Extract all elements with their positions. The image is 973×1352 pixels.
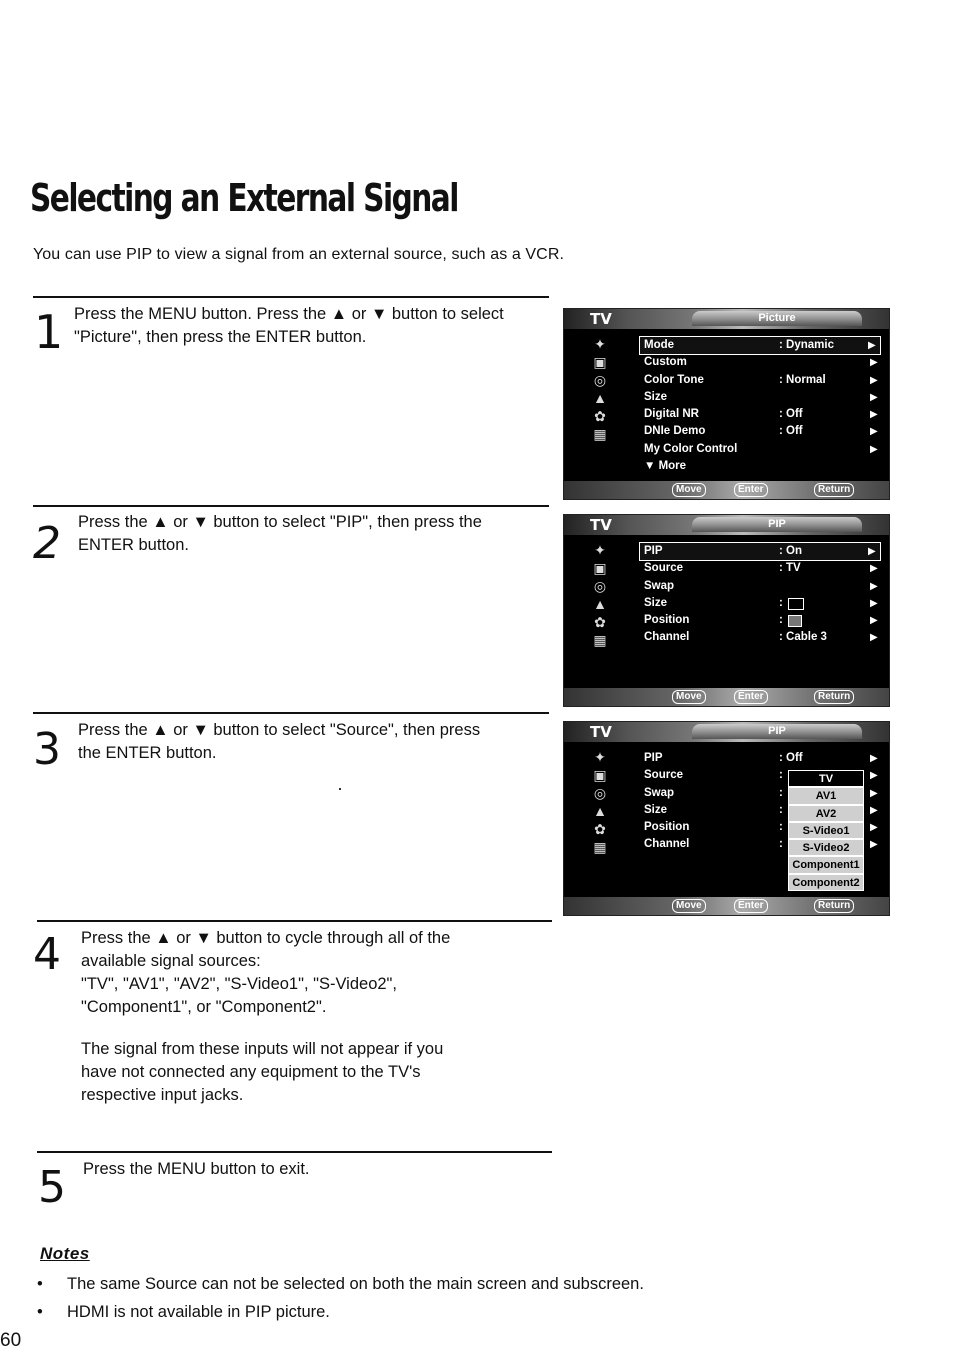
- menu-row-more[interactable]: [640, 458, 880, 475]
- sound-icon: ◎: [593, 578, 607, 594]
- menu-row-label: Mode: [644, 339, 675, 351]
- setup-icon: ✿: [594, 821, 606, 837]
- menu-row-label: Size: [644, 803, 668, 816]
- arrow-right-icon: ▶: [870, 443, 878, 455]
- channel-icon: ▲: [593, 390, 607, 406]
- arrow-right-icon: ▶: [870, 787, 878, 799]
- arrow-right-icon: ▶: [870, 374, 878, 386]
- menu-row-custom[interactable]: [640, 354, 880, 371]
- menu-rows: [640, 337, 880, 475]
- menu-row-label: PIP: [644, 545, 663, 557]
- menu-row-size[interactable]: [640, 389, 880, 406]
- source-option-av2[interactable]: AV2: [788, 805, 864, 822]
- menu-row-value: :: [779, 769, 783, 782]
- tv-icon: ▦: [593, 632, 607, 648]
- step-3-text: [78, 719, 480, 765]
- step-5-line: Press the MENU button to exit.: [83, 1160, 310, 1178]
- menu-row-position[interactable]: [640, 612, 880, 629]
- menu-top-bar: [564, 722, 889, 742]
- menu-row-label: Swap: [644, 786, 675, 799]
- menu-bottom-bar: [564, 481, 889, 499]
- picture-icon: ▣: [593, 354, 607, 370]
- step-2-line: Press the ▲ or ▼ button to select "PIP", then press the: [78, 513, 482, 531]
- step-2-text: [78, 511, 482, 557]
- menu-row-label: Size: [644, 596, 668, 609]
- menu-top-bar: [564, 515, 889, 535]
- page-title: Selecting an External Signal: [30, 176, 458, 220]
- step-2-rule: [33, 505, 549, 507]
- step-4-extra-line: have not connected any equipment to the TV's: [81, 1063, 421, 1081]
- menu-row-pip[interactable]: [640, 543, 880, 560]
- arrow-right-icon: ▶: [870, 597, 878, 609]
- menu-row-value: : Off: [779, 408, 803, 421]
- menu-row-label: Source: [644, 769, 683, 782]
- source-option-s-video1[interactable]: S-Video1: [788, 822, 864, 839]
- tv-logo: TV: [590, 723, 612, 741]
- menu-row-label: DNIe Demo: [644, 425, 706, 438]
- menu-row-channel[interactable]: [640, 629, 880, 646]
- arrow-right-icon: ▶: [870, 409, 878, 421]
- menu-row-dnie-demo[interactable]: [640, 423, 880, 440]
- note-item: • HDMI is not available in PIP picture.: [37, 1298, 644, 1326]
- step-4-line: available signal sources:: [81, 952, 261, 970]
- step-3-rule: [33, 712, 549, 714]
- arrow-right-icon: ▶: [870, 563, 878, 575]
- tv-menu-screen-pip: [563, 514, 890, 707]
- picture-icon: ▣: [593, 767, 607, 783]
- notes-heading: Notes: [40, 1244, 90, 1263]
- sound-icon: ◎: [593, 372, 607, 388]
- menu-top-bar: [564, 309, 889, 329]
- move-hint: Move: [672, 483, 706, 497]
- menu-row-label: Custom: [644, 356, 687, 369]
- menu-rows: [640, 543, 880, 647]
- spacer: [81, 1019, 450, 1038]
- menu-row-value: : On: [779, 545, 802, 557]
- source-option-component1[interactable]: Component1: [788, 856, 864, 873]
- menu-row-value: :: [779, 596, 783, 609]
- menu-row-value: : Dynamic: [779, 339, 834, 351]
- menu-row-value: :: [779, 803, 783, 816]
- step-4-extra-line: respective input jacks.: [81, 1086, 244, 1104]
- step-2-number: 2: [33, 518, 61, 569]
- menu-row-color-tone[interactable]: [640, 372, 880, 389]
- menu-row-value: : Off: [779, 425, 803, 438]
- menu-title: PIP: [692, 724, 862, 739]
- step-3-line: Press the ▲ or ▼ button to select "Source", then press: [78, 721, 481, 739]
- menu-row-label: ▼ More: [644, 460, 687, 473]
- step-1-line: "Picture", then press the ENTER button.: [74, 328, 367, 346]
- arrow-right-icon: ▶: [868, 546, 876, 557]
- source-option-av1[interactable]: AV1: [788, 787, 864, 804]
- page-number: 60: [0, 1330, 22, 1351]
- step-4-line: "Component1", or "Component2".: [81, 998, 327, 1016]
- menu-bottom-bar: [564, 688, 889, 706]
- menu-row-label: Size: [644, 390, 668, 403]
- menu-icon-column: [584, 541, 616, 649]
- return-hint: Return: [814, 899, 854, 913]
- channel-icon: ▲: [593, 803, 607, 819]
- tv-icon: ▦: [593, 426, 607, 442]
- arrow-right-icon: ▶: [870, 615, 878, 627]
- menu-row-mode[interactable]: [640, 337, 880, 354]
- enter-hint: Enter: [734, 483, 768, 497]
- menu-row-label: Position: [644, 614, 690, 627]
- arrow-right-icon: ▶: [868, 340, 876, 351]
- menu-icon-column: [584, 748, 616, 856]
- step-1-text: [74, 303, 504, 349]
- menu-row-label: Swap: [644, 579, 675, 592]
- arrow-right-icon: ▶: [870, 839, 878, 851]
- move-hint: Move: [672, 690, 706, 704]
- menu-row-label: Color Tone: [644, 373, 704, 386]
- menu-icon-column: [584, 335, 616, 443]
- menu-row-label: Channel: [644, 838, 690, 851]
- step-3-line: the ENTER button.: [78, 744, 217, 762]
- sound-icon: ◎: [593, 785, 607, 801]
- position-icon: [788, 615, 802, 627]
- tv-icon: ▦: [593, 839, 607, 855]
- tv-menu-screen-source: [563, 721, 890, 916]
- menu-bottom-bar: [564, 897, 889, 915]
- step-1-rule: [33, 296, 549, 298]
- arrow-right-icon: ▶: [870, 632, 878, 644]
- menu-row-my-color-control[interactable]: [640, 441, 880, 458]
- arrow-right-icon: ▶: [870, 426, 878, 438]
- menu-row-label: Source: [644, 562, 683, 575]
- menu-title: Picture: [692, 311, 862, 326]
- arrow-right-icon: ▶: [870, 804, 878, 816]
- menu-row-value: :: [779, 838, 783, 851]
- arrow-right-icon: ▶: [870, 770, 878, 782]
- channel-icon: ▲: [593, 596, 607, 612]
- menu-row-value: : Normal: [779, 373, 826, 386]
- step-1-line: Press the MENU button. Press the ▲ or ▼ button to select: [74, 305, 504, 323]
- arrow-right-icon: ▶: [870, 391, 878, 403]
- step-5-rule: [37, 1151, 552, 1153]
- source-option-component2[interactable]: Component2: [788, 874, 864, 891]
- step-3-number: 3: [33, 724, 61, 775]
- step-4-line: "TV", "AV1", "AV2", "S-Video1", "S-Video2",: [81, 975, 397, 993]
- source-option-s-video2[interactable]: S-Video2: [788, 839, 864, 856]
- note-item: • The same Source can not be selected on both the main screen and subscreen.: [37, 1270, 644, 1298]
- return-hint: Return: [814, 690, 854, 704]
- arrow-right-icon: ▶: [870, 753, 878, 764]
- step-4-text: [81, 927, 450, 1107]
- menu-row-value: :: [779, 786, 783, 799]
- picture-icon: ▣: [593, 560, 607, 576]
- tv-logo: TV: [590, 516, 612, 534]
- step-4-rule: [37, 920, 552, 922]
- return-hint: Return: [814, 483, 854, 497]
- step-5-text: [83, 1158, 310, 1181]
- setup-icon: ✿: [594, 408, 606, 424]
- menu-row-value: : TV: [779, 562, 801, 575]
- source-option-tv[interactable]: TV: [788, 770, 864, 787]
- enter-hint: Enter: [734, 690, 768, 704]
- menu-row-value: : Off: [779, 752, 803, 764]
- tv-logo: TV: [590, 310, 612, 328]
- menu-row-value: :: [779, 821, 783, 834]
- input-icon: ✦: [594, 542, 606, 558]
- menu-title: PIP: [692, 517, 862, 532]
- move-hint: Move: [672, 899, 706, 913]
- menu-row-size[interactable]: [640, 595, 880, 612]
- menu-row-swap[interactable]: [640, 578, 880, 595]
- arrow-right-icon: ▶: [870, 357, 878, 369]
- step-4-extra-line: The signal from these inputs will not appear if you: [81, 1040, 444, 1058]
- input-icon: ✦: [594, 749, 606, 765]
- menu-row-pip[interactable]: [640, 750, 880, 767]
- step-4-number: 4: [33, 929, 61, 980]
- menu-row-label: PIP: [644, 752, 663, 764]
- step-2-line: ENTER button.: [78, 536, 189, 554]
- menu-row-label: Position: [644, 821, 690, 834]
- arrow-right-icon: ▶: [870, 822, 878, 834]
- source-dropdown-list: [788, 770, 864, 891]
- enter-hint: Enter: [734, 899, 768, 913]
- step-4-line: Press the ▲ or ▼ button to cycle through all of the: [81, 929, 451, 947]
- menu-row-value: : Cable 3: [779, 631, 827, 644]
- menu-row-source[interactable]: [640, 560, 880, 577]
- menu-row-digital-nr[interactable]: [640, 406, 880, 423]
- menu-row-label: Digital NR: [644, 408, 699, 421]
- input-icon: ✦: [594, 336, 606, 352]
- intro-text: You can use PIP to view a signal from an external source, such as a VCR.: [33, 246, 565, 263]
- step-5-number: 5: [38, 1162, 66, 1213]
- menu-row-label: Channel: [644, 631, 690, 644]
- tv-menu-screen-picture: [563, 308, 890, 500]
- size-icon: [788, 598, 804, 610]
- setup-icon: ✿: [594, 614, 606, 630]
- arrow-right-icon: ▶: [870, 580, 878, 592]
- stray-mark: [339, 788, 341, 790]
- menu-row-label: My Color Control: [644, 442, 738, 455]
- menu-row-value: :: [779, 614, 783, 627]
- step-1-number: 1: [34, 305, 64, 359]
- notes-list: [37, 1270, 644, 1326]
